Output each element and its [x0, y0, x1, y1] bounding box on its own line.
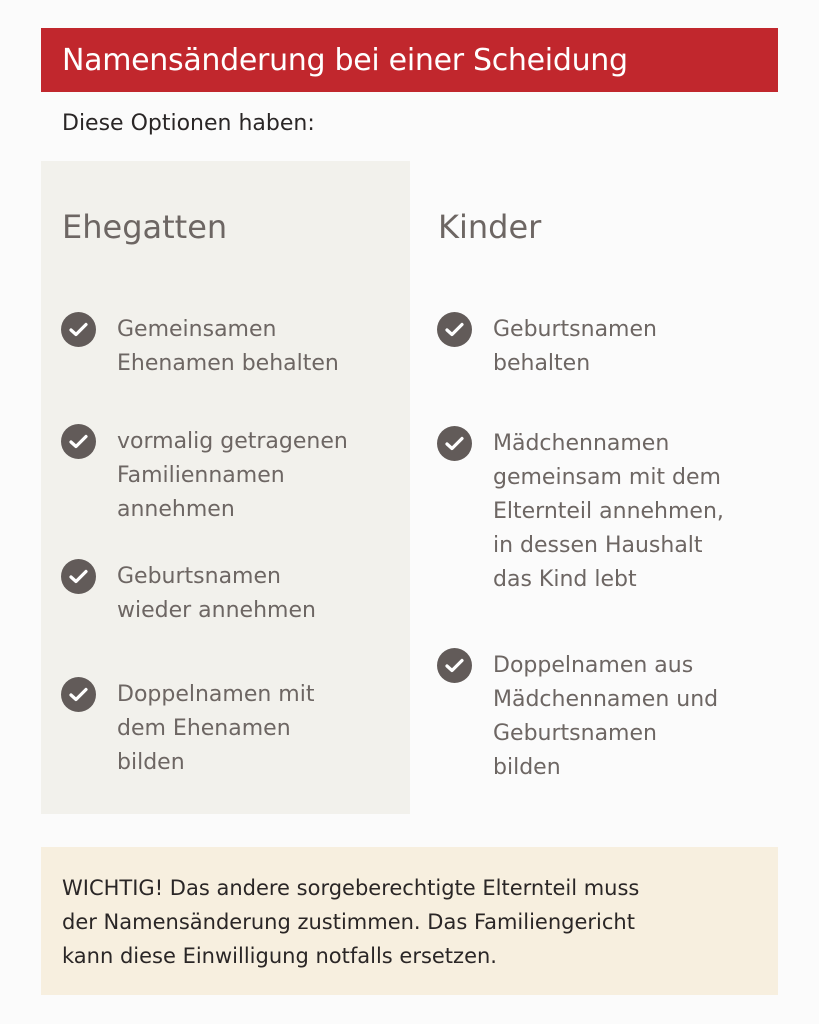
ehegatten-option-3 [61, 560, 316, 628]
kinder-option-1 [437, 313, 657, 381]
notice-text: WICHTIG! Das andere sorgeberechtigte Elternteil muss der Namensänderung zustimmen. Das Familiengericht kann diese Einwilligung notfalls ersetzen. [62, 876, 640, 968]
check-circle-icon [61, 424, 96, 459]
option-text: vormalig getragenen Familiennamen annehmen [117, 429, 348, 522]
kinder-heading: Kinder [438, 208, 542, 246]
important-notice [41, 847, 778, 995]
option-text: Doppelnamen mit dem Ehenamen bilden [117, 682, 315, 775]
check-circle-icon [61, 677, 96, 712]
option-text: Gemeinsamen Ehenamen behalten [117, 317, 339, 376]
subtitle: Diese Optionen haben: [62, 111, 315, 136]
check-circle-icon [437, 312, 472, 347]
page-title: Namensänderung bei einer Scheidung [62, 42, 628, 78]
option-text: Geburtsnamen behalten [493, 317, 657, 376]
option-text: Mädchennamen gemeinsam mit dem Elternteil annehmen, in dessen Haushalt das Kind lebt [493, 431, 724, 592]
ehegatten-option-1 [61, 313, 339, 381]
ehegatten-option-4 [61, 678, 314, 780]
check-circle-icon [437, 426, 472, 461]
title-banner [41, 28, 778, 92]
ehegatten-option-2 [61, 425, 348, 527]
option-text: Geburtsnamen wieder annehmen [117, 564, 316, 623]
option-text: Doppelnamen aus Mädchennamen und Geburtsnamen bilden [493, 653, 719, 780]
check-circle-icon [61, 312, 96, 347]
check-circle-icon [61, 559, 96, 594]
ehegatten-heading: Ehegatten [62, 208, 228, 246]
kinder-option-2 [437, 427, 724, 597]
kinder-option-3 [437, 649, 718, 785]
check-circle-icon [437, 648, 472, 683]
